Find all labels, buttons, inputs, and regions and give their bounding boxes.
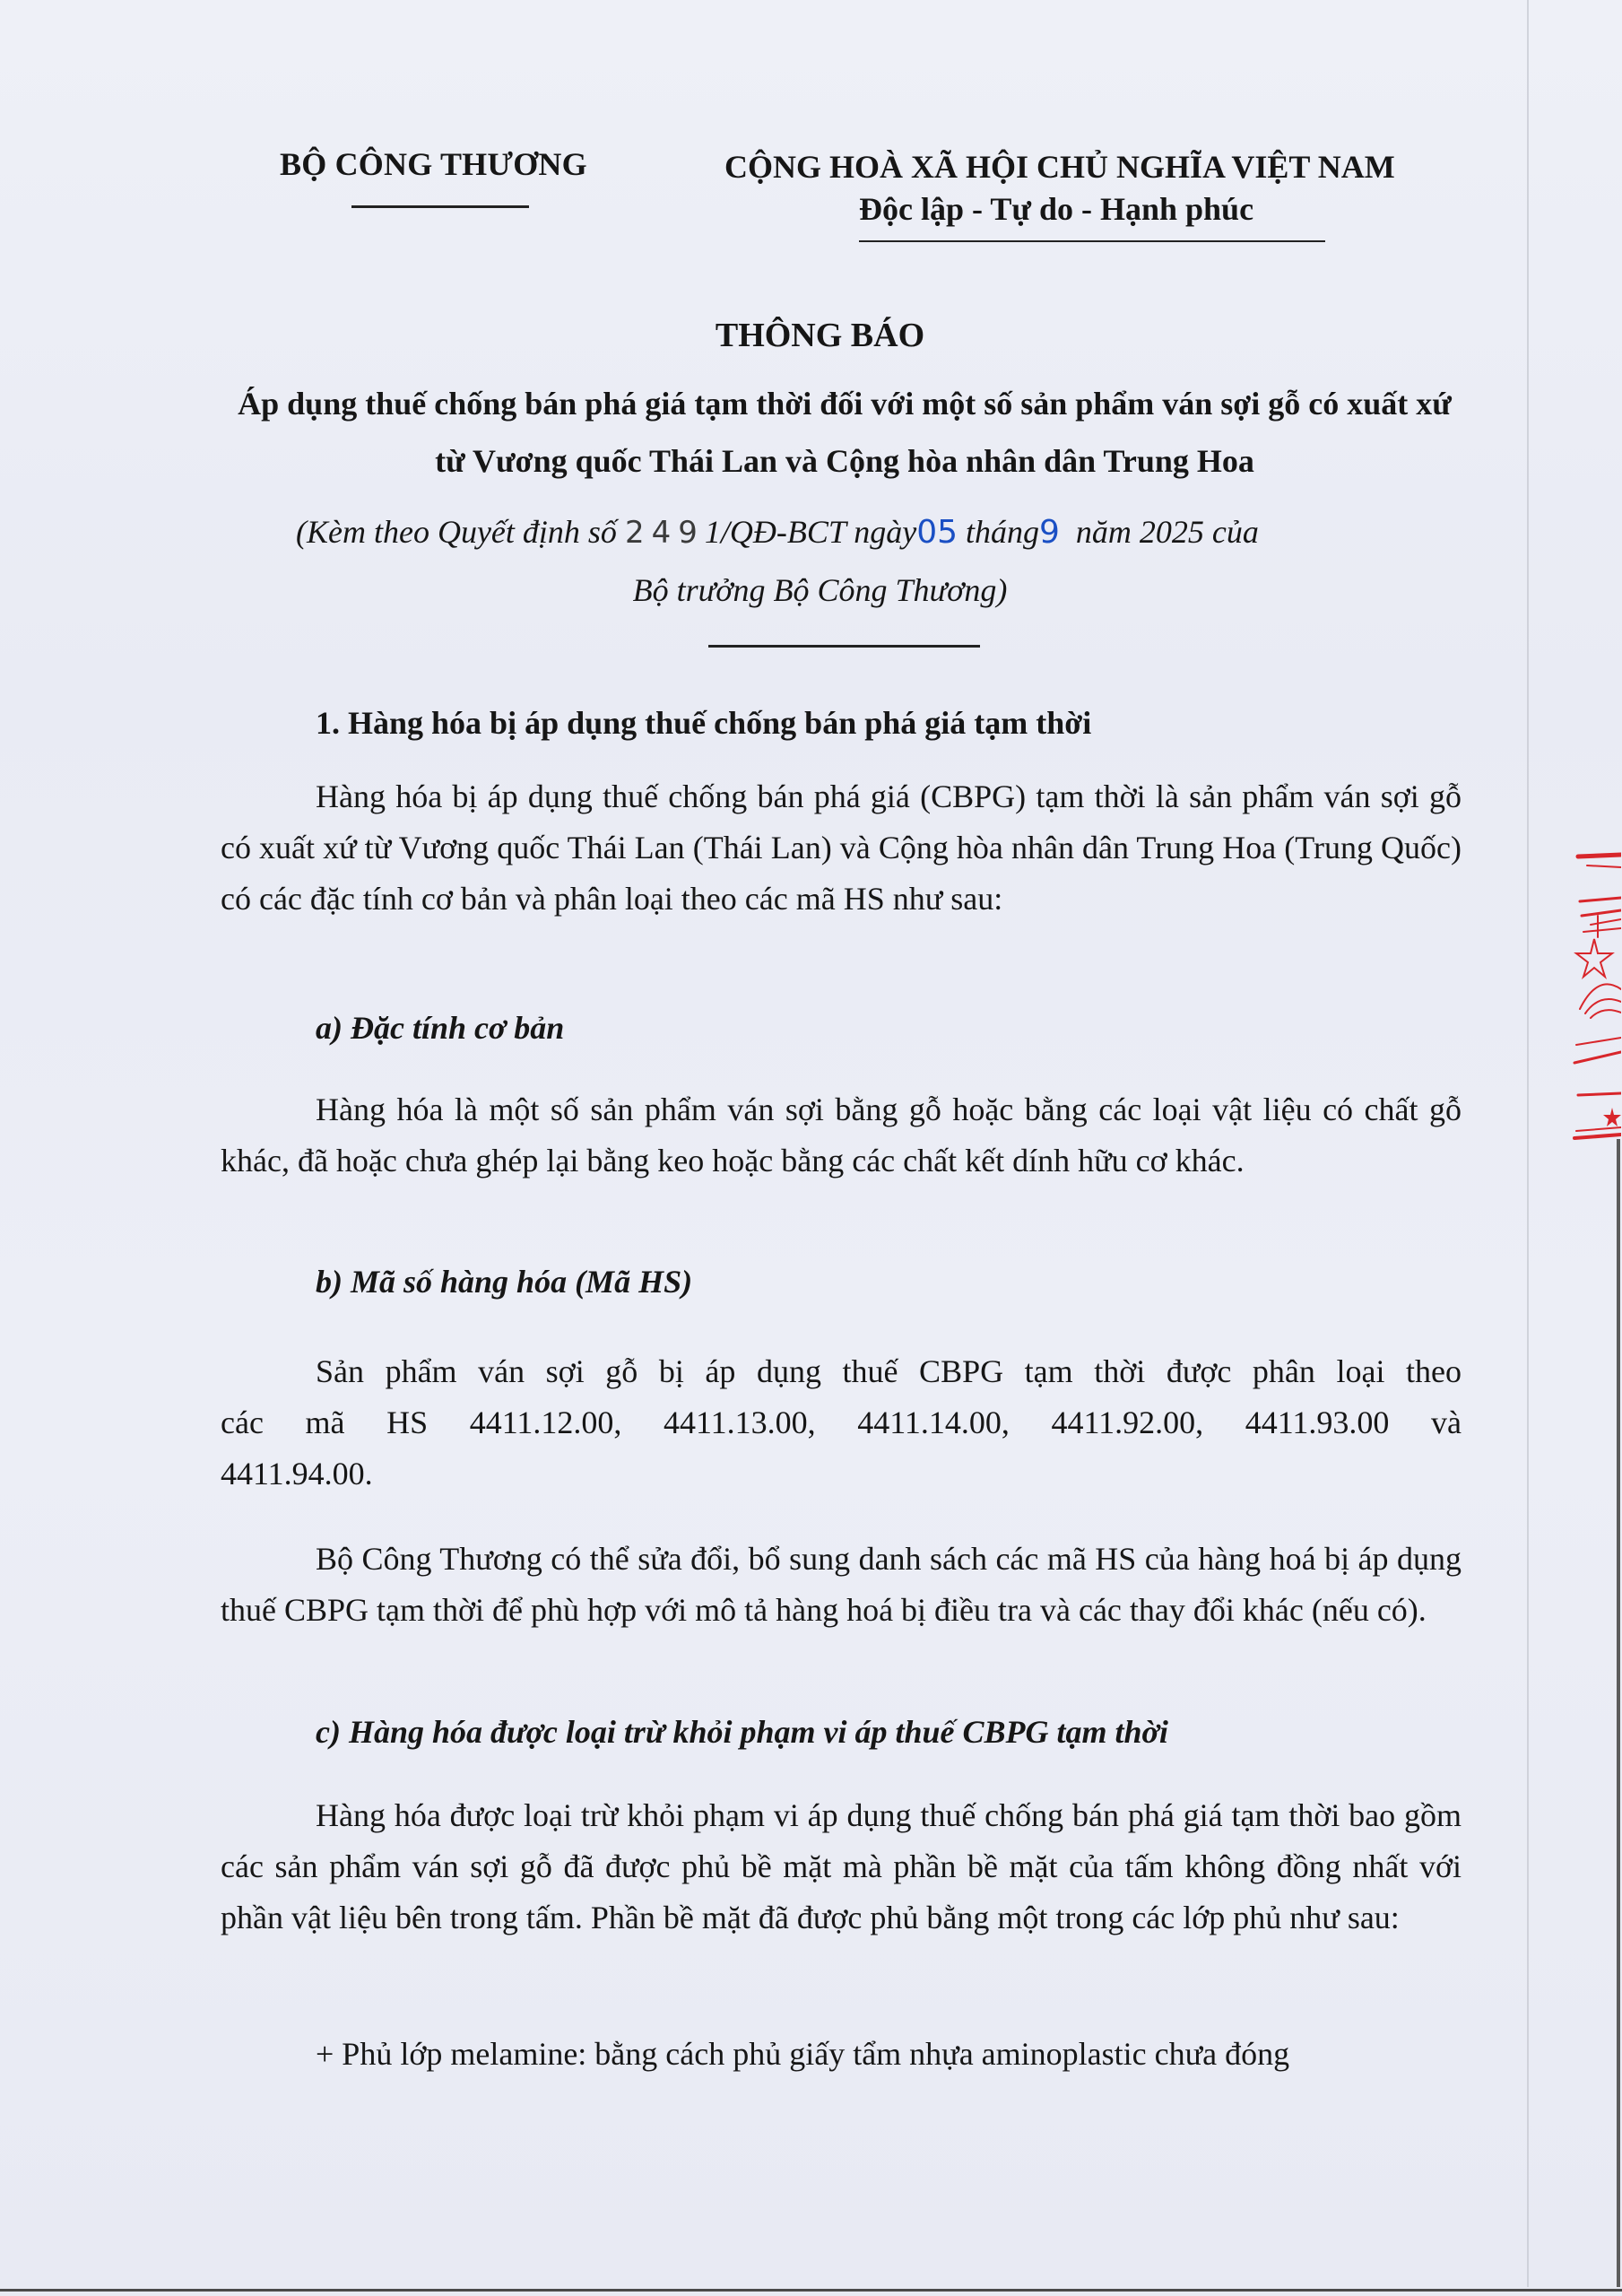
red-seal-stamp (1571, 839, 1621, 1148)
hs-codes-tail: 4411.94.00. (221, 1456, 373, 1492)
handwritten-day: 05 (916, 514, 958, 551)
seal-emblem-icon (1571, 839, 1621, 1148)
subsection-b-paragraph-2: Bộ Công Thương có thể sửa đổi, bổ sung danh sách các mã HS của hàng hoá bị áp dụng thuế CBPG tạm thời để phù hợp với mô tả hàng hoá bị điều tra và các thay đổi khác (nếu có). (221, 1541, 1462, 1628)
document-subtitle: Áp dụng thuế chống bán phá giá tạm thời đối với một số sản phẩm ván sợi gỗ có xuất xứ từ Vương quốc Thái Lan và Cộng hòa nhân dân Trung Hoa (238, 386, 1452, 479)
subsection-b-paragraph (221, 1346, 1462, 1500)
title-divider (708, 645, 980, 648)
month-label: tháng (958, 514, 1040, 550)
motto-underline (859, 240, 1325, 242)
national-motto: Độc lập - Tự do - Hạnh phúc (859, 191, 1254, 227)
handwritten-month: 9 (1039, 514, 1060, 551)
hs-intro-line: Sản phẩm ván sợi gỗ bị áp dụng thuế CBPG tạm thời được phân loại theo (316, 1353, 1462, 1389)
section-1-paragraph: Hàng hóa bị áp dụng thuế chống bán phá giá (CBPG) tạm thời là sản phẩm ván sợi gỗ có xuất xứ từ Vương quốc Thái Lan (Thái Lan) và Cộng hòa nhân dân Trung Hoa (Trung Quốc) có các đặc tính cơ bản và phân loại theo các mã HS như sau: (221, 778, 1462, 917)
subsection-c-bullet-1: + Phủ lớp melamine: bằng cách phủ giấy tẩm nhựa aminoplastic chưa đóng (316, 2036, 1290, 2072)
attachment-reference (296, 513, 1259, 551)
issuing-agency: BỘ CÔNG THƯƠNG (280, 146, 587, 182)
national-title: CỘNG HOÀ XÃ HỘI CHỦ NGHĨA VIỆT NAM (724, 149, 1395, 185)
subsection-a-heading: a) Đặc tính cơ bản (316, 1010, 565, 1046)
section-1-heading: 1. Hàng hóa bị áp dụng thuế chống bán phá giá tạm thời (316, 705, 1092, 741)
hs-codes-line: các mã HS 4411.12.00, 4411.13.00, 4411.14.00, 4411.92.00, 4411.93.00 và (221, 1405, 1462, 1440)
agency-underline (351, 205, 529, 208)
page-bottom-edge (0, 2289, 1622, 2292)
subsection-b-heading: b) Mã số hàng hóa (Mã HS) (316, 1264, 693, 1300)
page-edge-shadow (1617, 1139, 1620, 2287)
subsection-a-paragraph: Hàng hóa là một số sản phẩm ván sợi bằng gỗ hoặc bằng các loại vật liệu có chất gỗ khác, đã hoặc chưa ghép lại bằng keo hoặc bằng các chất kết dính hữu cơ khác. (221, 1091, 1462, 1178)
attachment-reference-line2: Bộ trưởng Bộ Công Thương) (632, 572, 1008, 608)
subsection-c-paragraph: Hàng hóa được loại trừ khỏi phạm vi áp dụng thuế chống bán phá giá tạm thời bao gồm các sản phẩm ván sợi gỗ đã được phủ bề mặt mà phần bề mặt của tấm không đồng nhất với phần vật liệu bên trong tấm. Phần bề mặt đã được phủ bằng một trong các lớp phủ như sau: (221, 1797, 1462, 1935)
attachment-prefix: (Kèm theo Quyết định số (296, 514, 625, 550)
decision-number-suffix: 1/QĐ-BCT ngày (704, 514, 917, 550)
subsection-c-heading: c) Hàng hóa được loại trừ khỏi phạm vi áp thuế CBPG tạm thời (316, 1714, 1168, 1750)
handwritten-decision-number: 249 (624, 515, 705, 551)
document-title: THÔNG BÁO (715, 317, 925, 354)
year-text: năm 2025 của (1059, 514, 1259, 550)
